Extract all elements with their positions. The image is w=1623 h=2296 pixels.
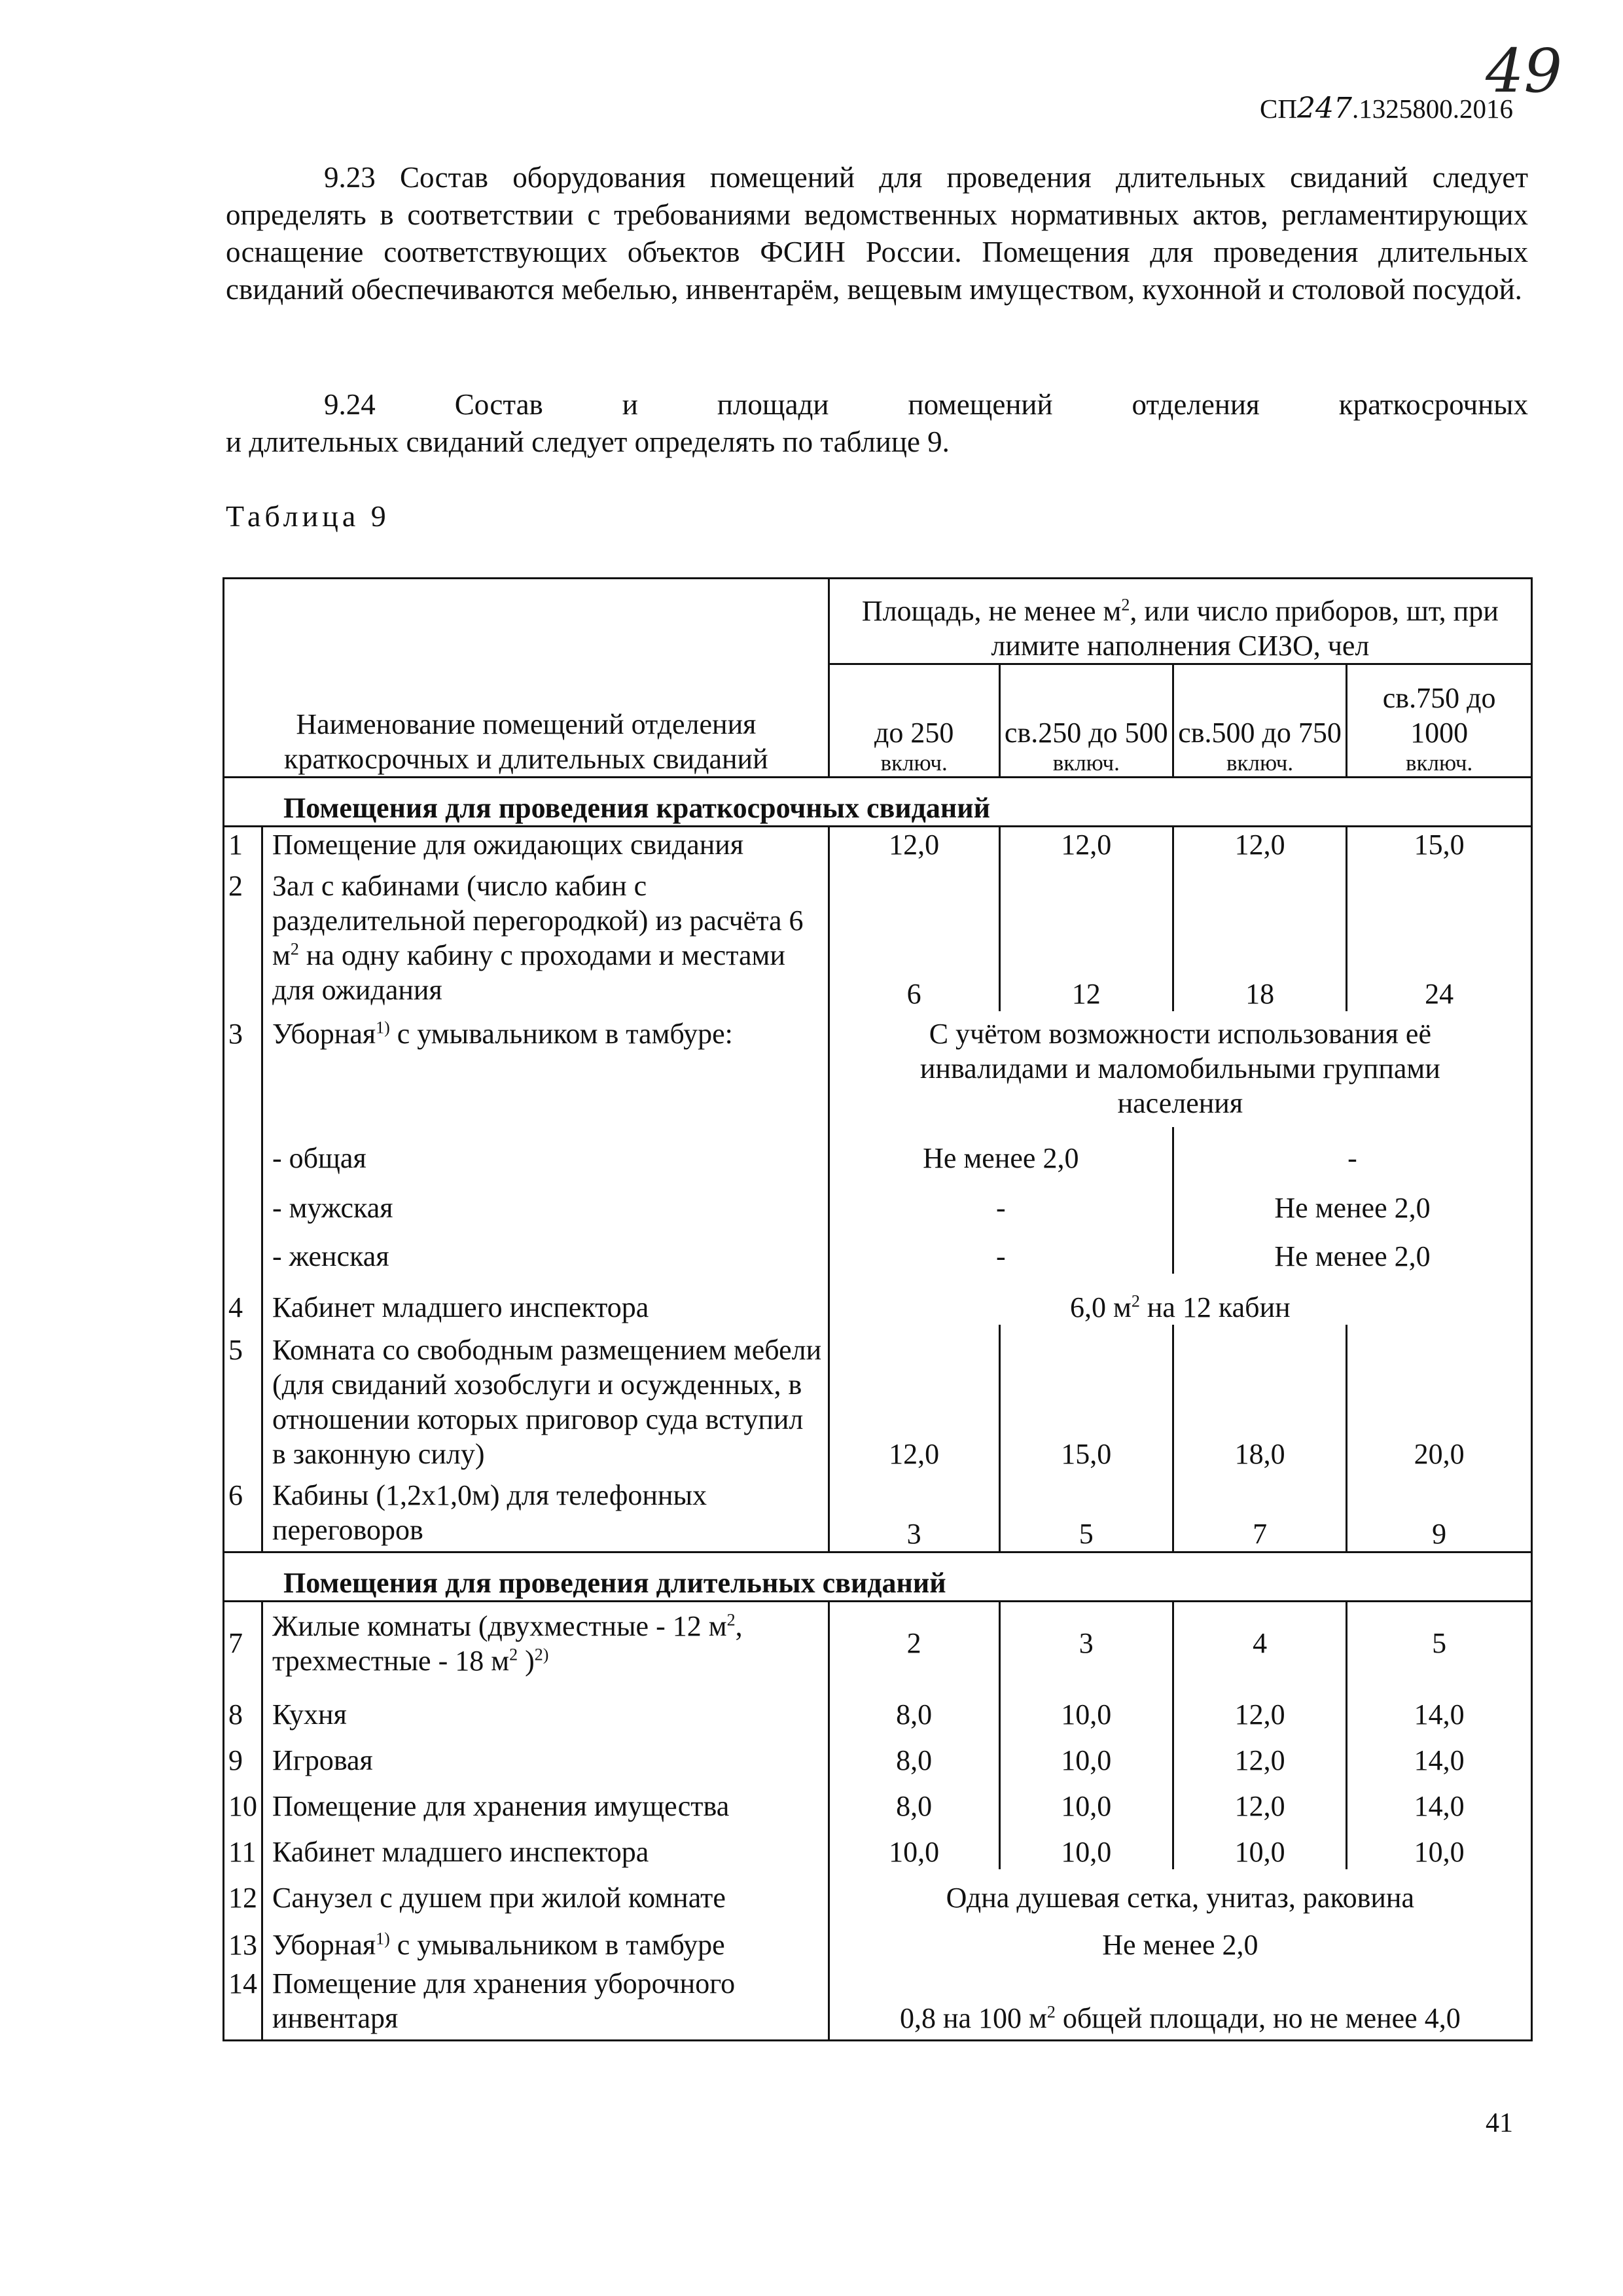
- row-name-a: Уборная: [272, 1017, 376, 1050]
- row-name-footnote: 2): [534, 1645, 549, 1664]
- row-name-b: , трехместные - 18 м: [272, 1609, 743, 1677]
- row-number: 2: [228, 869, 243, 902]
- section-short-visits: [224, 778, 1532, 827]
- row-name: - женская: [262, 1225, 829, 1274]
- col-header-2: [999, 664, 1173, 778]
- header-room-name-text: Наименование помещений отделения краткосрочных и длительных свиданий: [284, 708, 768, 775]
- col-header-3: [1173, 664, 1346, 778]
- cell: 6: [829, 869, 999, 1011]
- row-name: Кабинет младшего инспектора: [262, 1823, 829, 1869]
- cell: 12,0: [829, 827, 999, 869]
- cell: Не менее 2,0: [1173, 1175, 1531, 1225]
- row-name: [262, 1915, 829, 1962]
- table-row: [224, 1685, 1532, 1732]
- row-name-a: Жилые комнаты (двухместные - 12 м: [272, 1609, 727, 1642]
- paragraph-9-24-line2: и длительных свиданий следует определять по таблице 9.: [226, 425, 950, 458]
- header-group-text-a: Площадь, не менее м: [861, 595, 1122, 627]
- cell: 10,0: [999, 1823, 1173, 1869]
- section-long-visits-title: Помещения для проведения длительных свиданий: [224, 1552, 1532, 1601]
- cell: 3: [829, 1471, 999, 1552]
- col4-main: св.750 до 1000: [1382, 682, 1496, 749]
- row-number: 7: [228, 1627, 243, 1660]
- col2-sub: включ.: [1052, 750, 1120, 776]
- cell: 12,0: [999, 827, 1173, 869]
- cell: 10,0: [999, 1732, 1173, 1778]
- table-row: [224, 1601, 1532, 1685]
- row-number: 6: [228, 1479, 243, 1511]
- table-row: [224, 1011, 1532, 1127]
- doc-prefix: СП: [1260, 94, 1298, 124]
- table-row: [224, 869, 1532, 1011]
- row-number: 5: [228, 1333, 243, 1366]
- cell: Одна душевая сетка, унитаз, раковина: [829, 1869, 1531, 1915]
- cell: 10,0: [1347, 1823, 1532, 1869]
- row-number: 10: [228, 1790, 257, 1822]
- col2-main: св.250 до 500: [1004, 717, 1168, 749]
- row-name: [262, 869, 829, 1011]
- section-short-visits-title: Помещения для проведения краткосрочных свиданий: [224, 778, 1532, 827]
- table-caption: Таблица 9: [226, 499, 390, 533]
- col-header-4: [1347, 664, 1532, 778]
- row-name-sup: 2: [290, 939, 299, 958]
- header-group-sup: 2: [1121, 595, 1130, 615]
- row-name: Помещение для хранения уборочного инвентаря: [262, 1962, 829, 2041]
- cell: Не менее 2,0: [1173, 1225, 1531, 1274]
- header-group: [829, 579, 1531, 664]
- doc-suffix: .1325800.2016: [1352, 94, 1513, 124]
- row-number: 14: [228, 1967, 257, 2000]
- cell: 14,0: [1347, 1685, 1532, 1732]
- section-long-visits: [224, 1552, 1532, 1601]
- cell: 2: [829, 1601, 999, 1685]
- row-name-a: Зал с кабинами (число кабин с разделительной перегородкой) из расчёта 6 м: [272, 869, 804, 971]
- table-row: [224, 1471, 1532, 1552]
- cell: [829, 1962, 1531, 2041]
- paragraph-9-24: [226, 386, 1528, 461]
- cell: Не менее 2,0: [829, 1127, 1173, 1175]
- header-room-name: [224, 579, 829, 778]
- table-row: [224, 1325, 1532, 1471]
- document-code: [1260, 92, 1513, 125]
- row-number: 11: [228, 1836, 257, 1868]
- row-number: 3: [228, 1017, 243, 1050]
- row-number: 4: [228, 1291, 243, 1323]
- row-name: [262, 1601, 829, 1685]
- cell: 8,0: [829, 1732, 999, 1778]
- cell: 12,0: [829, 1325, 999, 1471]
- row-name-b: на одну кабину с проходами и местами для ожидания: [272, 939, 785, 1006]
- table-row: [224, 1915, 1532, 1962]
- cell: 14,0: [1347, 1778, 1532, 1823]
- cell: 15,0: [1347, 827, 1532, 869]
- cell: 8,0: [829, 1685, 999, 1732]
- table-row: [224, 1127, 1532, 1175]
- col1-main: до 250: [874, 717, 954, 749]
- cell-b: на 12 кабин: [1139, 1291, 1291, 1323]
- col3-sub: включ.: [1226, 750, 1294, 776]
- header-group-text-b: , или число приборов, шт, при лимите наполнения СИЗО, чел: [991, 595, 1499, 662]
- table-row: [224, 1175, 1532, 1225]
- row-name-b: с умывальником в тамбуре:: [389, 1017, 733, 1050]
- row-name: Кухня: [262, 1685, 829, 1732]
- cell-sup: 2: [1046, 2002, 1056, 2022]
- cell: 10,0: [999, 1778, 1173, 1823]
- cell: 12: [999, 869, 1173, 1011]
- cell: -: [829, 1175, 1173, 1225]
- cell: [829, 1274, 1531, 1325]
- page-number: 41: [1486, 2108, 1513, 2138]
- row-name: Кабины (1,2х1,0м) для телефонных переговоров: [262, 1471, 829, 1552]
- table-row: [224, 1778, 1532, 1823]
- col1-sub: включ.: [880, 750, 948, 776]
- row-name-a: Уборная: [272, 1929, 376, 1961]
- table-row: [224, 827, 1532, 869]
- row-name: Комната со свободным размещением мебели (для свиданий хозобслуги и осужденных, в отношении которых приговор суда вступил в законную силу): [262, 1325, 829, 1471]
- cell-a: 6,0 м: [1070, 1291, 1132, 1323]
- table-9: [223, 577, 1533, 2041]
- row-name: [262, 1011, 829, 1127]
- doc-handwritten-number: 247: [1297, 92, 1352, 125]
- cell: 5: [1347, 1601, 1532, 1685]
- cell: 12,0: [1173, 1732, 1346, 1778]
- cell: 18,0: [1173, 1325, 1346, 1471]
- cell: 4: [1173, 1601, 1346, 1685]
- cell: 10,0: [829, 1823, 999, 1869]
- table-row: [224, 1869, 1532, 1915]
- cell: 9: [1347, 1471, 1532, 1552]
- row-name: Игровая: [262, 1732, 829, 1778]
- row-number: 12: [228, 1882, 257, 1914]
- row-number: 8: [228, 1698, 243, 1731]
- row-name: - мужская: [262, 1175, 829, 1225]
- paragraph-9-24-line1: 9.24 Состав и площади помещений отделения краткосрочных: [324, 388, 1528, 421]
- row-name-sup: 2: [509, 1645, 518, 1664]
- row-name: - общая: [262, 1127, 829, 1175]
- paragraph-9-23: 9.23 Состав оборудования помещений для проведения длительных свиданий следует определять в соответствии с требованиями ведомственных нормативных актов, регламентирующих оснащение соответствующих объектов ФСИН России. Помещения для проведения длительных свиданий обеспечиваются мебелью, инвентарём, вещевым имуществом, кухонной и столовой посудой.: [226, 161, 1528, 306]
- cell: 14,0: [1347, 1732, 1532, 1778]
- table-row: [224, 1962, 1532, 2041]
- row-number-empty: [224, 1127, 262, 1175]
- col4-sub: включ.: [1406, 750, 1473, 776]
- cell: 10,0: [1173, 1823, 1346, 1869]
- handwritten-page-number: 49: [1486, 36, 1563, 106]
- cell-a: 0,8 на 100 м: [899, 2002, 1047, 2034]
- row-name-b: с умывальником в тамбуре: [389, 1929, 725, 1961]
- cell: 8,0: [829, 1778, 999, 1823]
- col-header-1: [829, 664, 999, 778]
- cell: 7: [1173, 1471, 1346, 1552]
- table-row: [224, 1274, 1532, 1325]
- table-row: [224, 1732, 1532, 1778]
- accessibility-note: С учётом возможности использования её инвалидами и маломобильными группами населения: [829, 1011, 1531, 1127]
- row-name-sup: 1): [376, 1929, 390, 1948]
- row-number-empty: [224, 1175, 262, 1225]
- table-row: [224, 1823, 1532, 1869]
- cell: 15,0: [999, 1325, 1173, 1471]
- col3-main: св.500 до 750: [1178, 717, 1342, 749]
- row-number: 1: [228, 829, 243, 861]
- cell-b: общей площади, но не менее 4,0: [1055, 2002, 1461, 2034]
- cell: -: [1173, 1127, 1531, 1175]
- row-name-c: ): [518, 1644, 535, 1677]
- row-name: Санузел с душем при жилой комнате: [262, 1869, 829, 1915]
- row-name-sup: 1): [376, 1017, 390, 1037]
- cell: -: [829, 1225, 1173, 1274]
- cell: 3: [999, 1601, 1173, 1685]
- cell: 10,0: [999, 1685, 1173, 1732]
- row-number-empty: [224, 1225, 262, 1274]
- cell: 18: [1173, 869, 1346, 1011]
- cell: 12,0: [1173, 1685, 1346, 1732]
- row-number: 13: [228, 1929, 257, 1961]
- table-header-row: [224, 579, 1532, 664]
- cell-sup: 2: [1131, 1291, 1140, 1310]
- cell: 12,0: [1173, 1778, 1346, 1823]
- row-number: 9: [228, 1744, 243, 1776]
- table-row: [224, 1225, 1532, 1274]
- cell: Не менее 2,0: [829, 1915, 1531, 1962]
- row-name: Помещение для ожидающих свидания: [262, 827, 829, 869]
- row-name-sup: 2: [726, 1610, 736, 1630]
- row-name: Помещение для хранения имущества: [262, 1778, 829, 1823]
- cell: 20,0: [1347, 1325, 1532, 1471]
- row-name: Кабинет младшего инспектора: [262, 1274, 829, 1325]
- cell: 12,0: [1173, 827, 1346, 869]
- cell: 24: [1347, 869, 1532, 1011]
- cell: 5: [999, 1471, 1173, 1552]
